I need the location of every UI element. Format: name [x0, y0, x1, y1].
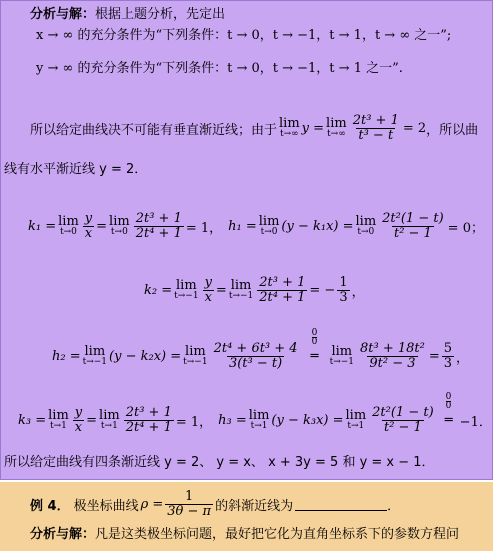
analysis-heading: 分析与解：: [30, 7, 96, 22]
example-4-line: 例 4． 极坐标曲线 ρ = $\frac{1}{3\theta - \pi}$ 的斜渐近线为 ．: [30, 488, 401, 519]
analysis-2-line: [30, 527, 459, 543]
limit-operator: lim t→∞: [279, 115, 300, 139]
x-condition-line: x → ∞ 的充分条件为“下列条件：t → 0，t → −1，t → 1，t → ∞ 之一”;: [36, 28, 452, 43]
k2-equation: k₂ = lim t→−1 $\frac{y}{x}$ = lim t→−1 $\frac{\text{2t³ + 1}}{\text{2t⁴ + 1}}$ = − $\frac{1}{3}$ ，: [144, 274, 365, 305]
k3-h3-equation: k₃ = lim t→1 $\frac{y}{x}$ = lim t→1 $\frac{\text{2t³ + 1}}{\text{2t⁴ + 1}}$ = 1， h₃ = lim t→1 (y − k₃x) = lim t→1 $\frac{\text{2t²(1 − t)}}{\text{t² − 1}}$ 0 0 ═ −1．: [18, 391, 492, 435]
line4-prefix: 所以给定曲线决不可能有垂直渐近线；由于: [30, 122, 278, 138]
analysis-text-2: 凡是这类极坐标问题，最好把它化为直角坐标系下的参数方程问: [95, 527, 460, 542]
analysis-heading-2: 分析与解：: [30, 527, 96, 542]
horizontal-asymptote-line: 线有水平渐近线 y = 2．: [4, 162, 148, 177]
limit-operator-2: lim t→∞: [326, 115, 347, 139]
limit-result: = 2: [402, 120, 427, 136]
y-eq: y =: [301, 120, 325, 136]
lhopital-equals-2: 0 0 ═: [444, 391, 453, 428]
h2-equation: h₂ = lim t→−1 (y − k₂x) = lim t→−1 $\frac{\text{2t⁴ + 6t³ + 4}}{\text{3(t³ − t)}}$ 0 0 ═ lim t→−1 $\frac{\text{8t³ + 18t²}}{\text{9t² − 3}}$ = $\frac{5}{3}$ ，: [52, 327, 470, 371]
line4-suffix: ，所以曲: [426, 122, 479, 138]
analysis-line-1: [30, 7, 225, 23]
answer-blank: [295, 498, 387, 511]
fraction: $\frac{\text{2t³ + 1}}{\text{t³ − t}}$: [352, 112, 399, 143]
conclusion-line: 所以给定曲线有四条渐近线 y = 2、 y = x、 x + 3y = 5 和 y = x − 1．: [4, 455, 435, 470]
y-condition-line: y → ∞ 的充分条件为“下列条件：t → 0，t → −1，t → 1 之一”.: [36, 61, 403, 76]
vertical-asymptote-line: [30, 108, 478, 148]
example-label: 例 4．: [30, 498, 70, 514]
k1-h1-equation: k₁ = lim t→0 $\frac{y}{x}$ = lim t→0 $\frac{\text{2t³ + 1}}{\text{2t⁴ + 1}}$ = 1， h₁ = lim t→0 (y − k₁x) = lim t→0 $\frac{\text{2t²(1 − t)}}{\text{t² − 1}}$ = 0；: [28, 210, 484, 241]
lhopital-equals: 0 0 ═: [310, 327, 319, 364]
example-text: 极坐标曲线: [73, 498, 139, 514]
analysis-intro: 根据上题分析，先定出: [95, 7, 226, 22]
